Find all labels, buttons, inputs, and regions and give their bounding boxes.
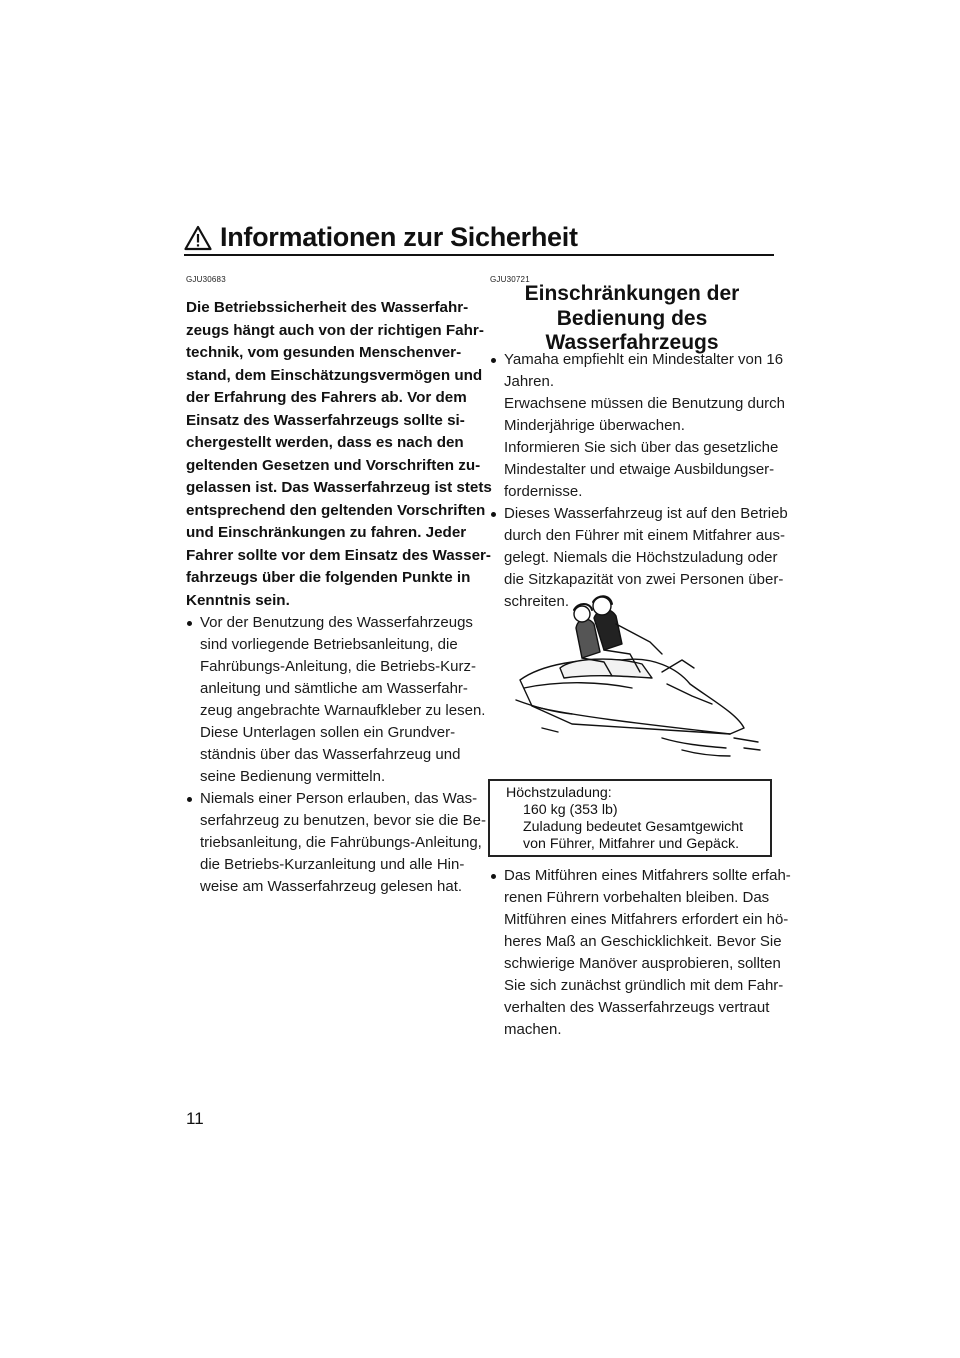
payload-note-line2: von Führer, Mitfahrer und Gepäck.	[523, 836, 740, 852]
intro-paragraph: Die Betriebssicherheit des Wasserfahr- zeugs hängt auch von der richtigen Fahr- technik, vom gesunden Menschenver- stand, dem Einschätzungsvermögen und der Erfahrung des Fahrers ab. Vor dem Einsatz des Wasserfahrzeugs sollte si- chergestellt werden, dass es nach den geltenden Gesetzen und Vorschriften zu- gelassen ist. Das Wasserfahrzeug ist stets entsprechend den geltenden Vorschriften und Einschränkungen zu fahren. Jeder Fahrer sollte vor dem Einsatz des Wasser- fahrzeugs über die folgenden Punkte in Kenntnis sein.	[186, 299, 492, 609]
watercraft-riders-illustration	[512, 588, 762, 768]
list-item: Niemals einer Person erlauben, das Was- serfahrzeug zu benutzen, bevor sie die Be- triebsanleitung, die Fahrübungs-Anleitung, die Betriebs-Kurzanleitung und alle Hin- weise am Wasserfahrzeug gelesen hat.	[186, 788, 470, 898]
page-title: Informationen zur Sicherheit	[220, 222, 578, 252]
list-item: Das Mitführen eines Mitfahrers sollte erfah- renen Führern vorbehalten bleiben. Das Mitführen eines Mitfahrers erfordert ein hö- heres Maß an Geschicklichkeit. Bevor Sie schwierige Manöver ausprobieren, sollten Sie sich zunächst gründlich mit dem Fahr- verhalten des Wasserfahrzeugs vertraut machen.	[490, 865, 775, 1041]
list-item: Yamaha empfiehlt ein Mindestalter von 16 Jahren. Erwachsene müssen die Benutzung durch Minderjährige überwachen. Informieren Sie sich über das gesetzliche Mindestalter und etwaige Ausbildungser- fordernisse.	[490, 349, 775, 503]
left-column	[186, 297, 492, 898]
left-bullet-list	[186, 612, 487, 898]
section-code: GJU30721	[490, 275, 530, 284]
page-number: 11	[186, 1109, 204, 1128]
list-item: Vor der Benutzung des Wasserfahrzeugs sind vorliegende Betriebsanleitung, die Fahrübungs-Anleitung, die Betriebs-Kurz- anleitung und sämtliche am Wasserfahr- zeug angebrachte Warnaufkleber zu lesen. Diese Unterlagen sollen ein Grundver- ständnis über das Wasserfahrzeug und seine Bedienung vermitteln.	[186, 612, 470, 788]
payload-note-line1: Zuladung bedeutet Gesamtgewicht	[523, 819, 744, 835]
header-divider	[184, 254, 774, 256]
document-code: GJU30683	[186, 275, 226, 284]
warning-triangle-icon	[184, 225, 212, 251]
section-title: Einschränkungen der Bedienung des Wasserfahrzeugs	[524, 282, 740, 354]
payload-info-box	[488, 779, 772, 857]
page-header	[184, 222, 578, 253]
payload-value: 160 kg (353 lb)	[523, 802, 618, 818]
payload-label: Höchstzuladung:	[506, 785, 612, 801]
list-item: Dieses Wasserfahrzeug ist auf den Betrieb durch den Führer mit einem Mitfahrer aus- gelegt. Niemals die Höchstzuladung oder die Sitzkapazität von zwei Personen über- schreiten.	[490, 503, 775, 613]
right-bullet-list-top	[490, 349, 788, 613]
right-bullet-list-bottom	[490, 865, 791, 1041]
